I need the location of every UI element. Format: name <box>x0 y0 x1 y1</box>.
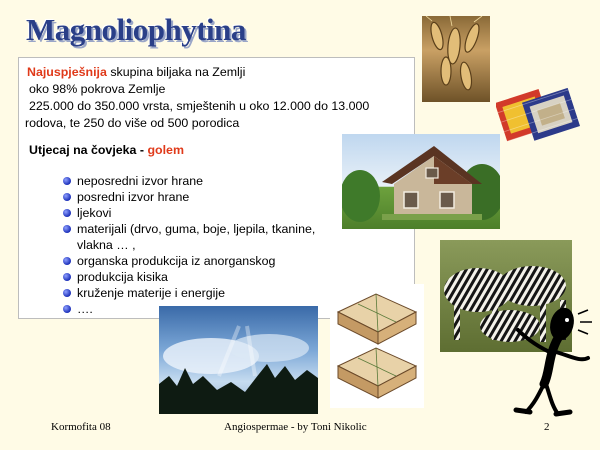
list-item: materijali (drvo, guma, boje, ljepila, tkanine, <box>63 221 315 237</box>
bullet-icon <box>63 209 71 217</box>
bullet-icon <box>63 273 71 281</box>
list-item: ljekovi <box>63 205 315 221</box>
bullet-icon <box>63 225 71 233</box>
intro-line-4: rodova, te 250 do više od 500 porodica <box>25 116 240 130</box>
intro-text <box>27 64 369 132</box>
intro-line-2: oko 98% pokrova Zemlje <box>29 82 166 96</box>
list-item-continuation: vlakna … , <box>77 238 136 252</box>
slide-title: Magnoliophytina <box>26 12 246 47</box>
footer-center: Angiospermae - by Toni Nikolic <box>224 421 367 433</box>
list-item: posredni izvor hrane <box>63 189 315 205</box>
list-item: …. <box>63 301 315 317</box>
list-item: organska produkcija iz anorganskog <box>63 253 315 269</box>
bullet-icon <box>63 177 71 185</box>
wheat-image <box>422 16 490 102</box>
bullet-icon <box>63 289 71 297</box>
house-image <box>342 134 500 229</box>
sky-silhouette-image <box>159 306 318 414</box>
textile-swatches-image <box>496 80 582 146</box>
list-item: neposredni izvor hrane <box>63 173 315 189</box>
intro-line-1-rest: skupina biljaka na Zemlji <box>106 65 246 79</box>
bullet-icon <box>63 305 71 313</box>
stick-figure-image <box>504 300 600 420</box>
impact-heading <box>29 143 184 157</box>
intro-highlight: Najuspješnija <box>27 65 107 79</box>
impact-label: Utjecaj na čovjeka - <box>29 143 148 157</box>
list-item: produkcija kisika <box>63 269 315 285</box>
bullet-icon <box>63 257 71 265</box>
impact-value: golem <box>147 143 184 157</box>
bullet-list <box>63 173 315 317</box>
intro-line-3: 225.000 do 350.000 vrsta, smještenih u oko 12.000 do 13.000 <box>29 99 370 113</box>
bullet-icon <box>63 193 71 201</box>
intro-line-1 <box>27 64 369 81</box>
list-item: kruženje materije i energije <box>63 285 315 301</box>
footer-left: Kormofita 08 <box>51 421 111 433</box>
footer-page-number: 2 <box>544 421 550 433</box>
house-plans-image <box>330 284 424 408</box>
